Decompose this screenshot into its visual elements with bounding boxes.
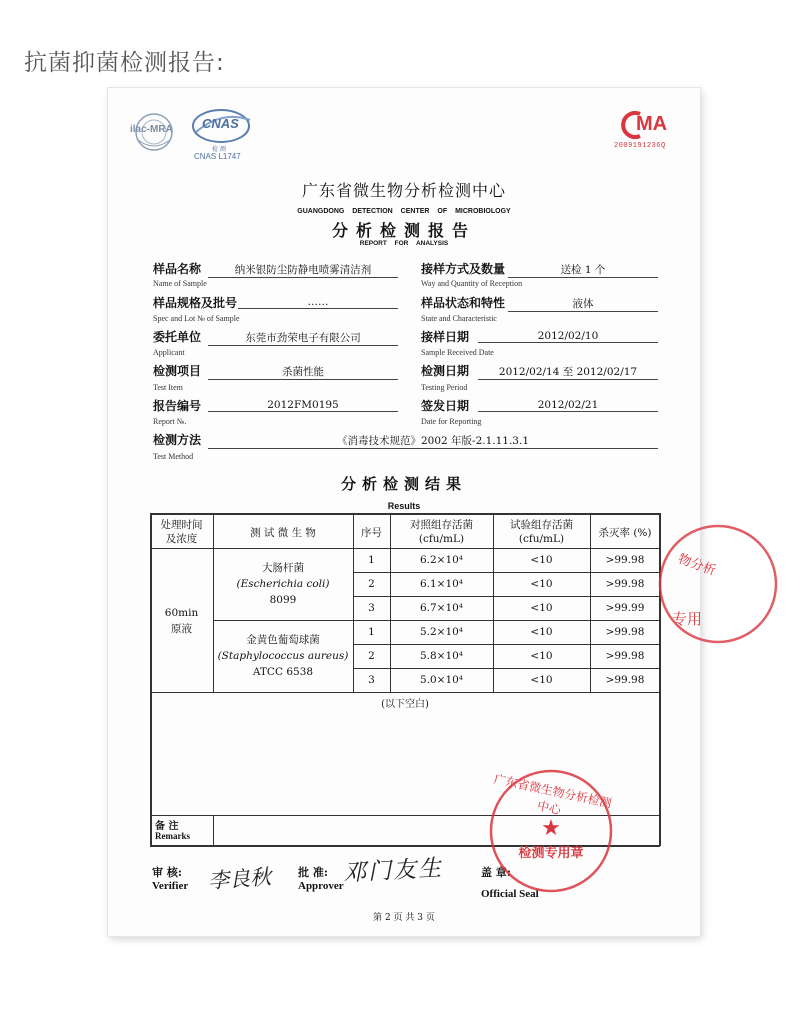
organism-name: 大肠杆菌 bbox=[262, 562, 304, 574]
seal-center-text: 检测专用章 bbox=[518, 846, 584, 861]
state-value: 液体 bbox=[508, 296, 658, 312]
organism-s-aureus bbox=[213, 632, 353, 680]
sample-name-en: Name of Sample bbox=[153, 279, 207, 288]
reception-label: 接样方式及数量 bbox=[421, 262, 506, 276]
report-document bbox=[108, 88, 718, 936]
organism-strain: ATCC 6538 bbox=[252, 666, 314, 678]
row-rate: >99.99 bbox=[605, 602, 645, 614]
row-no: 3 bbox=[368, 674, 375, 686]
reception-en: Way and Quantity of Reception bbox=[421, 279, 523, 288]
approver-en: Approver bbox=[298, 880, 344, 892]
row-no: 1 bbox=[368, 626, 375, 638]
sample-name-label: 样品名称 bbox=[153, 262, 202, 276]
cnas-logo-text: CNAS bbox=[202, 116, 239, 131]
center-name-en: GUANGDONG DETECTION CENTER OF MICROBIOLOGY bbox=[297, 208, 511, 215]
time-value: 60min bbox=[164, 607, 199, 619]
seal-star-icon: ★ bbox=[541, 816, 561, 841]
verifier-en: Verifier bbox=[152, 880, 189, 892]
cma-logo-text: MA bbox=[636, 113, 668, 135]
header-time-line2: 及浓度 bbox=[165, 533, 198, 545]
results-title-en: Results bbox=[387, 501, 421, 511]
spec-label: 样品规格及批号 bbox=[153, 296, 238, 310]
header-control bbox=[390, 518, 493, 546]
header-rate: 杀灭率 (%) bbox=[598, 527, 652, 539]
report-title-en: REPORT FOR ANALYSIS bbox=[359, 240, 449, 247]
received-date-value: 2012/02/10 bbox=[478, 330, 658, 343]
applicant-value: 东莞市劲荣电子有限公司 bbox=[208, 330, 398, 346]
row-control: 6.1×10⁴ bbox=[419, 578, 464, 590]
remarks-en: Remarks bbox=[155, 831, 190, 841]
partial-stamp-top-text: 物分析 bbox=[675, 551, 718, 580]
report-no-en: Report №. bbox=[153, 417, 187, 426]
organism-name: 金黄色葡萄球菌 bbox=[246, 634, 320, 646]
cnas-logo bbox=[188, 106, 258, 164]
row-control: 5.8×10⁴ bbox=[419, 650, 464, 662]
cnas-number: CNAS L1747 bbox=[194, 152, 241, 161]
testing-period-label: 检测日期 bbox=[421, 364, 470, 378]
page-number: 第 2 页 共 3 页 bbox=[373, 913, 435, 923]
row-test: <10 bbox=[530, 602, 553, 614]
row-control: 5.0×10⁴ bbox=[419, 674, 464, 686]
row-test: <10 bbox=[530, 626, 553, 638]
report-title: 分析检测报告 bbox=[331, 221, 476, 240]
test-item-label: 检测项目 bbox=[153, 364, 202, 378]
header-test-line2: (cfu/mL) bbox=[518, 533, 565, 545]
received-date-en: Sample Received Date bbox=[421, 348, 494, 357]
partial-stamp-bottom-text: 专用 bbox=[672, 610, 703, 628]
concentration-value: 原液 bbox=[171, 623, 192, 635]
header-organism: 测 试 微 生 物 bbox=[250, 527, 316, 539]
applicant-label: 委托单位 bbox=[153, 330, 202, 344]
page-heading: 抗菌抑菌检测报告: bbox=[24, 50, 225, 76]
row-no: 3 bbox=[368, 602, 375, 614]
state-label: 样品状态和特性 bbox=[421, 296, 506, 310]
header-control-line2: (cfu/mL) bbox=[418, 533, 465, 545]
organism-latin: (Escherichia coli) bbox=[236, 578, 330, 590]
row-rate: >99.98 bbox=[605, 626, 645, 638]
seal-label: 盖 章: bbox=[481, 866, 511, 879]
report-date-label: 签发日期 bbox=[421, 399, 470, 413]
ilac-mra-logo bbox=[128, 110, 194, 160]
organism-strain: 8099 bbox=[269, 594, 297, 606]
ilac-logo-text: ilac-MRA bbox=[130, 124, 173, 135]
applicant-en: Applicant bbox=[153, 348, 185, 357]
state-en: State and Characteristic bbox=[421, 314, 497, 323]
testing-period-en: Testing Period bbox=[421, 383, 468, 392]
official-seal-stamp bbox=[486, 766, 616, 896]
row-rate: >99.98 bbox=[605, 674, 645, 686]
row-control: 5.2×10⁴ bbox=[419, 626, 464, 638]
header-time-line1: 处理时间 bbox=[160, 519, 203, 531]
verifier-signature: 李良秋 bbox=[207, 864, 272, 894]
test-item-value: 杀菌性能 bbox=[208, 364, 398, 380]
row-rate: >99.98 bbox=[605, 554, 645, 566]
spec-en: Spec and Lot № of Sample bbox=[153, 314, 240, 323]
header-time bbox=[150, 518, 213, 546]
report-no-label: 报告编号 bbox=[153, 399, 202, 413]
remarks-label: 备 注 bbox=[155, 821, 179, 832]
method-en: Test Method bbox=[153, 452, 194, 461]
cma-logo bbox=[614, 110, 684, 152]
reception-value: 送检 1 个 bbox=[508, 262, 658, 278]
report-date-value: 2012/02/21 bbox=[478, 399, 658, 412]
row-no: 2 bbox=[368, 578, 375, 590]
report-date-en: Date for Reporting bbox=[421, 417, 482, 426]
row-control: 6.2×10⁴ bbox=[419, 554, 464, 566]
cma-number: 2009191236Q bbox=[614, 142, 666, 150]
seal-ring-text: 广东省微生物分析检测中心 bbox=[492, 771, 613, 818]
header-no: 序号 bbox=[361, 527, 382, 539]
test-item-en: Test Item bbox=[153, 383, 183, 392]
row-test: <10 bbox=[530, 674, 553, 686]
verifier-label: 审 核: bbox=[152, 866, 182, 879]
method-label: 检测方法 bbox=[153, 433, 202, 447]
header-control-line1: 对照组存活菌 bbox=[410, 519, 473, 531]
seal-en: Official Seal bbox=[481, 888, 539, 900]
organism-latin: (Staphylococcus aureus) bbox=[217, 650, 349, 662]
row-test: <10 bbox=[530, 578, 553, 590]
sample-name-value: 纳米银防尘防静电喷雾清洁剂 bbox=[208, 262, 398, 278]
received-date-label: 接样日期 bbox=[421, 330, 470, 344]
testing-period-value: 2012/02/14 至 2012/02/17 bbox=[478, 364, 658, 380]
spec-value: …… bbox=[238, 296, 398, 309]
header-test-line1: 试验组存活菌 bbox=[510, 519, 573, 531]
report-no-value: 2012FM0195 bbox=[208, 399, 398, 412]
partial-stamp bbox=[656, 518, 766, 653]
blank-note: (以下空白) bbox=[381, 699, 429, 710]
row-rate: >99.98 bbox=[605, 578, 645, 590]
row-control: 6.7×10⁴ bbox=[419, 602, 464, 614]
organism-e-coli bbox=[213, 560, 353, 608]
results-title: 分析检测结果 bbox=[340, 475, 467, 493]
row-no: 2 bbox=[368, 650, 375, 662]
row-test: <10 bbox=[530, 650, 553, 662]
approver-label: 批 准: bbox=[298, 866, 328, 879]
row-rate: >99.98 bbox=[605, 650, 645, 662]
time-concentration bbox=[150, 605, 213, 637]
method-value: 《消毒技术规范》2002 年版-2.1.11.3.1 bbox=[208, 433, 658, 449]
row-no: 1 bbox=[368, 554, 375, 566]
center-name: 广东省微生物分析检测中心 bbox=[301, 181, 506, 200]
row-test: <10 bbox=[530, 554, 553, 566]
header-test bbox=[493, 518, 590, 546]
cnas-logo-sub: 检 测 bbox=[212, 146, 226, 153]
approver-signature: 邓门友生 bbox=[342, 855, 444, 887]
